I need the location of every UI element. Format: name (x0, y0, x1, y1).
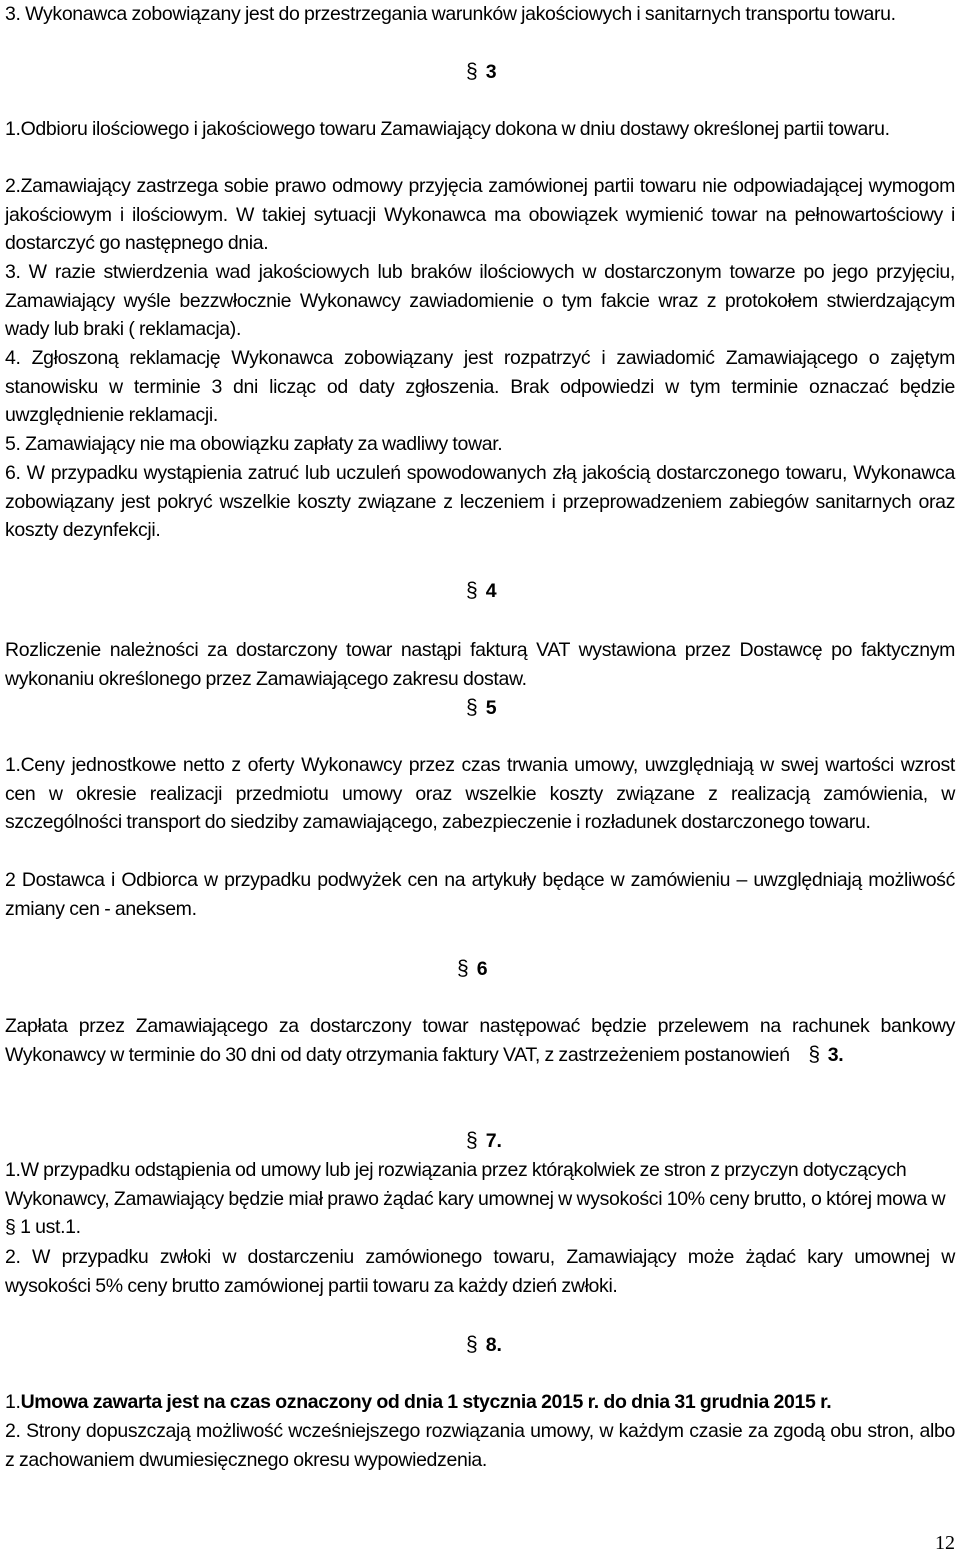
section-3-item-4: 4. Zgłoszoną reklamację Wykonawca zobowiązany jest rozpatrzyć i zawiadomić Zamawiającego o zajętym stanowisku w terminie 3 dni licząc od daty zgłoszenia. Brak odpowiedzi w tym terminie oznaczać będzie uwzględnienie reklamacji. (5, 347, 955, 427)
section-heading-3: § 3 (466, 60, 497, 83)
section-heading-7: § 7. (466, 1129, 502, 1152)
section-6-reference: § 3. (808, 1042, 844, 1066)
section-8-item-2: 2. Strony dopuszczają możliwość wcześniejszego rozwiązania umowy, w każdym czasie za zgodą obu stron, albo z zachowaniem dwumiesięcznego okresu wypowiedzenia. (5, 1420, 955, 1471)
section-5-item-2: 2 Dostawca i Odbiorca w przypadku podwyżek cen na artykuły będące w zamówieniu – uwzględniają możliwość zmiany cen - aneksem. (5, 869, 955, 920)
section-heading-6: § 6 (457, 957, 488, 980)
section-3-item-5: 5. Zamawiający nie ma obowiązku zapłaty za wadliwy towar. (5, 433, 503, 455)
section-heading-8: § 8. (466, 1333, 502, 1356)
section-7-reference: § 1 ust.1. (5, 1216, 81, 1239)
page-number: 12 (935, 1532, 955, 1554)
section-3-item-1: 1.Odbioru ilościowego i jakościowego towaru Zamawiający dokona w dniu dostawy określonej partii towaru. (5, 118, 890, 140)
paragraph-transport-conditions: 3. Wykonawca zobowiązany jest do przestrzegania warunków jakościowych i sanitarnych transportu towaru. (5, 3, 896, 25)
section-heading-5: § 5 (466, 696, 497, 719)
section-4-paragraph: Rozliczenie należności za dostarczony towar nastąpi fakturą VAT wystawiona przez Dostawcę po faktycznym wykonaniu określonego przez Zamawiającego zakresu dostaw. (5, 639, 955, 690)
section-6-text: Zapłata przez Zamawiającego za dostarczony towar następować będzie przelewem na rachunek bankowy Wykonawcy w terminie do 30 dni od daty otrzymania faktury VAT, z zastrzeżeniem postanowień (5, 1015, 955, 1066)
section-8-item-1: 1.Umowa zawarta jest na czas oznaczony od dnia 1 stycznia 2015 r. do dnia 31 grudnia 2015 r. (5, 1391, 832, 1413)
section-heading-4: § 4 (466, 579, 497, 602)
section-3-item-3: 3. W razie stwierdzenia wad jakościowych lub braków ilościowych w dostarczonym towarze po jego przyjęciu, Zamawiający wyśle bezzwłocznie Wykonawcy zawiadomienie o tym fakcie wraz z protokołem stwierdzającym wady lub braki ( reklamacja). (5, 261, 955, 341)
section-3-item-6: 6. W przypadku wystąpienia zatruć lub uczuleń spowodowanych złą jakością dostarczonego towaru, Wykonawca zobowiązany jest pokryć wszelkie koszty związane z leczeniem i przeprowadzeniem zabiegów sanitarnych oraz koszty dezynfekcji. (5, 462, 955, 542)
section-5-item-1: 1.Ceny jednostkowe netto z oferty Wykonawcy przez czas trwania umowy, uwzględniają w swej wartości wzrost cen w okresie realizacji przedmiotu umowy oraz wszelkie koszty związane z realizacją zamówienia, w szczególności transport do siedziby zamawiającego, zabezpieczenie i rozładunek dostarczonego towaru. (5, 754, 955, 834)
section-3-item-2: 2.Zamawiający zastrzega sobie prawo odmowy przyjęcia zamówionej partii towaru nie odpowiadającej wymogom jakościowym i ilościowym. W takiej sytuacji Wykonawca ma obowiązek wymienić towar na pełnowartościowy i dostarczyć go następnego dnia. (5, 175, 955, 255)
section-6-paragraph (5, 1012, 955, 1069)
contract-term: Umowa zawarta jest na czas oznaczony od dnia 1 stycznia 2015 r. do dnia 31 grudnia 2015 r. (20, 1391, 832, 1413)
section-7-item-1: 1.W przypadku odstąpienia od umowy lub jej rozwiązania przez którąkolwiek ze stron z przyczyn dotyczących Wykonawcy, Zamawiający będzie miał prawo żądać kary umownej w wysokości 10% ceny brutto, o której mowa w § 1 ust.1. (5, 1159, 946, 1239)
section-7-item-2: 2. W przypadku zwłoki w dostarczeniu zamówionego towaru, Zamawiający może żądać kary umownej w wysokości 5% ceny brutto zamówionej partii towaru za każdy dzień zwłoki. (5, 1246, 955, 1297)
